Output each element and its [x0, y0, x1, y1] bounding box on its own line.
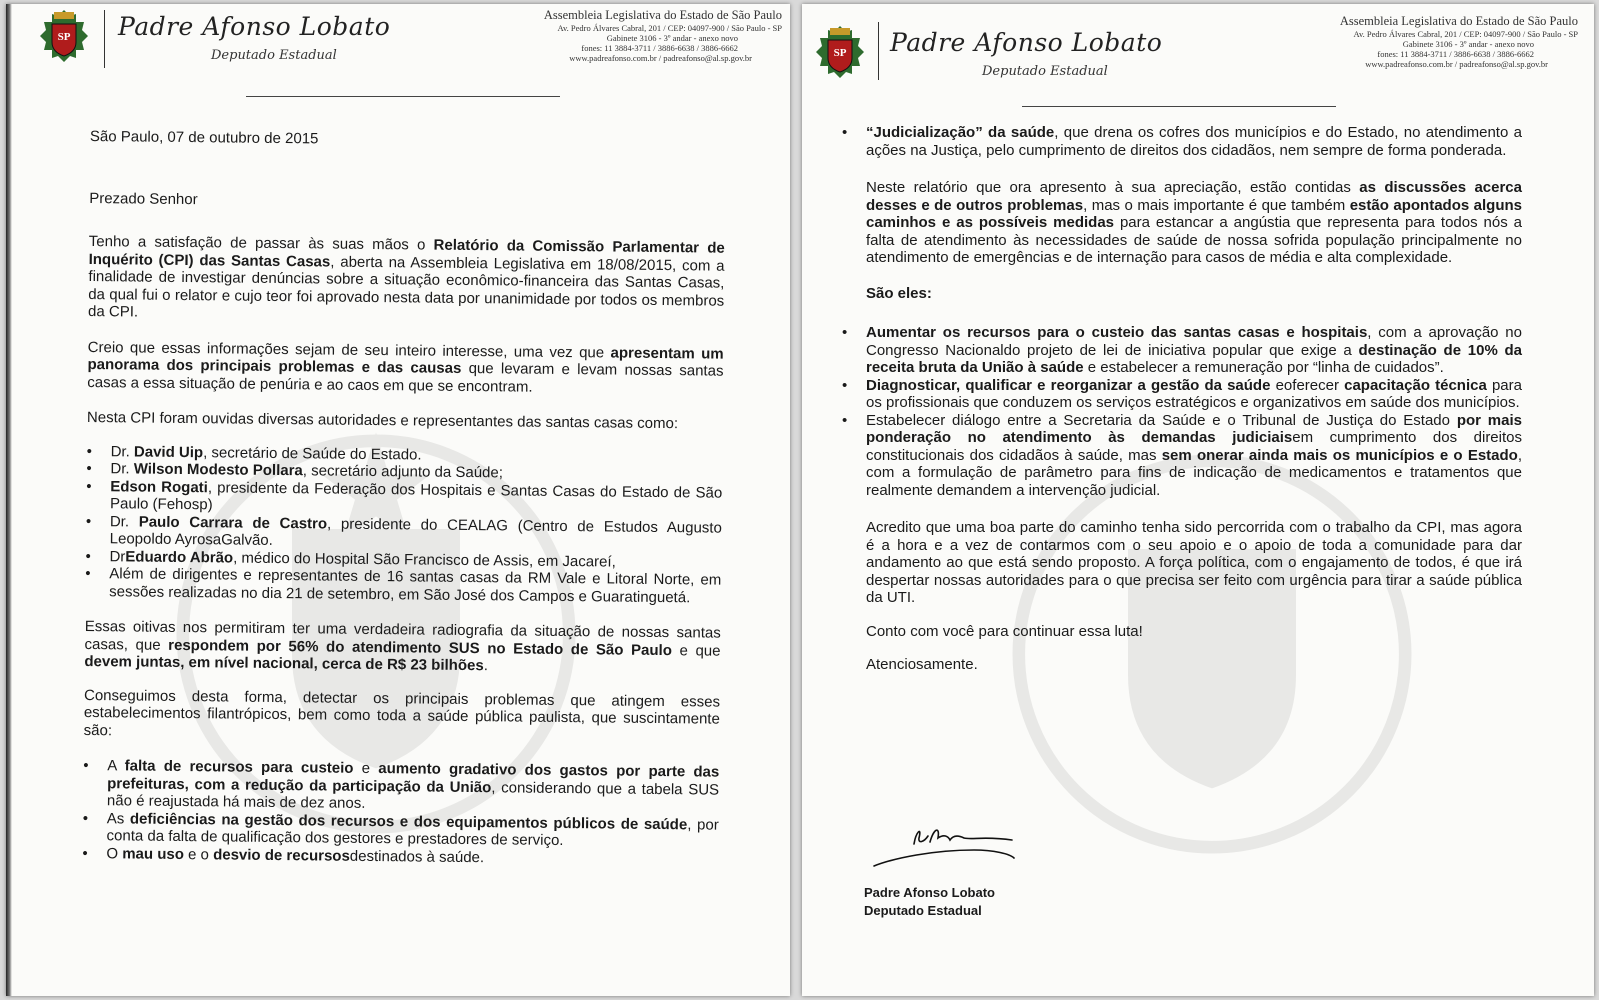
letterhead — [6, 4, 790, 104]
handwritten-signature — [864, 814, 1024, 874]
list-item: • Além de dirigentes e representantes de 16 santas casas da RM Vale e Litoral Norte, em sessões realizadas no dia 21 de setembro, em São José dos Campos e Guaratinguetá. — [85, 565, 721, 607]
problems-list-continued — [842, 124, 1522, 159]
letterhead-divider — [878, 22, 879, 80]
text-bold: apresentam um panorama dos principais problemas e das causas — [87, 343, 724, 377]
signer-role: Deputado Estadual — [864, 903, 982, 918]
list-item: • Edson Rogati, presidente da Federação dos Hospitais e Santas Casas do Estado de São Paulo (Fehosp) — [86, 477, 722, 519]
list-item: • Diagnosticar, qualificar e reorganizar a gestão da saúde eoferecer capacitação técnica para os profissionais que conduzem os serviços estratégicos e organizativos em saúde dos municípios. — [842, 377, 1522, 412]
paragraph-intro — [88, 233, 725, 327]
paragraph-call-to-action: Conto com você para continuar essa luta! — [866, 622, 1143, 640]
list-item: • DrEduardo Abrão, médico do Hospital São Francisco de Assis, em Jacareí, — [85, 547, 721, 571]
list-item: • Estabelecer diálogo entre a Secretaria da Saúde e o Tribunal de Justiça do Estado por mais ponderação no atendimento às demandas judiciaisem cumprimento dos direitos constitucionais dos cidadãos à saúde, mas sem onerar ainda mais os municípios e o Estado, com a formulação de parâmetro para fins de indicação de medicamentos e tratamentos que realmente demandem a intervenção judicial. — [842, 412, 1522, 500]
sao-paulo-seal-icon — [812, 24, 868, 80]
header-rule — [246, 96, 560, 97]
section-heading: São eles: — [866, 284, 932, 302]
letter-greeting: Prezado Senhor — [89, 189, 198, 208]
phone-line: fones: 11 3884-3711 / 3886-6638 / 3886-6662 — [1377, 49, 1534, 59]
letter-body-page-2 — [842, 124, 1522, 674]
paragraph-report: Neste relatório que ora apresento à sua apreciação, estão contidas as discussões acerca desses e de outros problemas, mas o mais importante é que também estão apontados alguns caminhos e as possíveis medidas para estancar a angústia que representa para todos nós a falta de atendimento às necessidades de saúde de nossa sofrida população principalmente no atendimento de emergências e de internação para casos de média e alta complexidade. — [866, 179, 1522, 266]
text: que levaram e levam nossas santas casas a essa situação de penúria e ao caos em que se encontram. — [87, 359, 724, 396]
letterhead-name: Padre Afonso Lobato — [890, 28, 1163, 57]
measures-list — [842, 324, 1522, 499]
web-line: www.padreafonso.com.br / padreafonso@al.sp.gov.br — [1365, 59, 1548, 69]
paragraph-interest — [87, 338, 724, 397]
institution-name: Assembleia Legislativa do Estado de São Paulo — [543, 8, 782, 22]
list-item: • Dr. Wilson Modesto Pollara, secretário adjunto da Saúde; — [86, 460, 722, 484]
letterhead-role: Deputado Estadual — [982, 64, 1108, 79]
letterhead-address — [1282, 14, 1578, 69]
text: , aberta na Assembleia Legislativa em 18/08/2015, com a finalidade de investigar denúncias sobre a situação econômico-financeira das Santas Casas, da qual fui o relator e cujo teor foi aprovado nesta data por unanimidade por todos os membros da CPI. — [87, 253, 725, 321]
paragraph-radiography: Essas oitivas nos permitiram ter uma verdadeira radiografia da situação de nossas santas casas, que respondem por 56% do atendimento SUS no Estado de São Paulo e que devem juntas, em nível nacional, cerca de R$ 23 bilhões. — [84, 617, 721, 675]
signature-block — [864, 884, 995, 920]
letterhead-divider — [104, 10, 105, 68]
problems-list — [82, 757, 719, 869]
paragraph-closing: Acredito que uma boa parte do caminho tenha sido percorrida com o trabalho da CPI, mas agora é a hora e a vez de contarmos com o seu apoio e o apoio de toda a comunidade para dar andamento ao que está sendo proposto. A força política, com o engajamento de todos, é que irá despertar nossas autoridades para o que precisa ser feito com urgência para tirar a saúde pública da UTI. — [866, 519, 1522, 606]
web-line: www.padreafonso.com.br / padreafonso@al.sp.gov.br — [569, 53, 752, 63]
list-item: • A falta de recursos para custeio e aumento gradativo dos gastos por parte das prefeituras, com a redução da participação da União, considerando que a tabela SUS não é reajustada há mais de dez anos. — [83, 757, 720, 816]
institution-name: Assembleia Legislativa do Estado de São Paulo — [1339, 14, 1578, 28]
list-item: • O mau uso e o desvio de recursosdestinados à saúde. — [82, 844, 718, 868]
office-line: Gabinete 3106 - 3º andar - anexo novo — [1402, 39, 1534, 49]
page-edge-shadow — [6, 4, 12, 996]
paragraph-problems: Conseguimos desta forma, detectar os principais problemas que atingem esses estabelecimentos filantrópicos, bem como toda a saúde pública paulista, que suscintamente são: — [83, 686, 721, 739]
paragraph-authorities: Nesta CPI foram ouvidas diversas autoridades e representantes das santas casas como: — [86, 408, 679, 433]
letterhead-address — [486, 8, 782, 63]
address-line: Av. Pedro Álvares Cabral, 201 / CEP: 04097-900 / São Paulo - SP — [1353, 29, 1578, 39]
letter-page-1 — [6, 4, 790, 996]
office-line: Gabinete 3106 - 3º andar - anexo novo — [606, 33, 738, 43]
letterhead-role: Deputado Estadual — [211, 48, 337, 63]
letterhead-name: Padre Afonso Lobato — [118, 12, 391, 41]
text: Creio que essas informações sejam de seu inteiro interesse, uma vez que — [87, 338, 611, 361]
letter-date: São Paulo, 07 de outubro de 2015 — [89, 128, 319, 148]
list-item: • Aumentar os recursos para o custeio das santas casas e hospitais, com a aprovação no Congresso Nacionaldo projeto de lei de iniciativa popular que exige a destinação de 10% da receita bruta da União à saúde e estabelecer a remuneração por “linha de cuidados”. — [842, 324, 1522, 377]
seal-text: SP — [833, 47, 847, 59]
list-item: • As deficiências na gestão dos recursos e dos equipamentos públicos de saúde, por conta da falta de qualificação dos gestores e prestadores de serviço. — [82, 809, 718, 851]
phone-line: fones: 11 3884-3711 / 3886-6638 / 3886-6662 — [581, 43, 738, 53]
sao-paulo-seal-icon — [36, 8, 92, 64]
address-line: Av. Pedro Álvares Cabral, 201 / CEP: 04097-900 / São Paulo - SP — [557, 23, 782, 33]
letter-page-2 — [802, 4, 1594, 996]
list-item: • Dr. Paulo Carrara de Castro, presidente do CEALAG (Centro de Estudos Augusto Leopoldo AyrosaGalvão. — [86, 512, 722, 554]
list-item: • “Judicialização” da saúde, que drena os cofres dos municípios e do Estado, no atendimento a ações na Justiça, pelo cumprimento de direitos dos cidadãos, nem sempre de forma ponderada. — [842, 124, 1522, 159]
text: Tenho a satisfação de passar às suas mãos o — [88, 232, 434, 254]
text-bold: Relatório da Comissão Parlamentar de Inquérito (CPI) das Santas Casas — [88, 236, 725, 271]
authorities-list — [85, 442, 723, 606]
letterhead — [802, 4, 1594, 104]
header-rule — [1022, 106, 1336, 107]
seal-text: SP — [57, 31, 71, 43]
signer-name: Padre Afonso Lobato — [864, 885, 995, 900]
list-item: • Dr. David Uip, secretário de Saúde do Estado. — [87, 442, 723, 466]
closing-salutation: Atenciosamente. — [866, 656, 978, 673]
letter-body-page-1 — [82, 128, 726, 869]
